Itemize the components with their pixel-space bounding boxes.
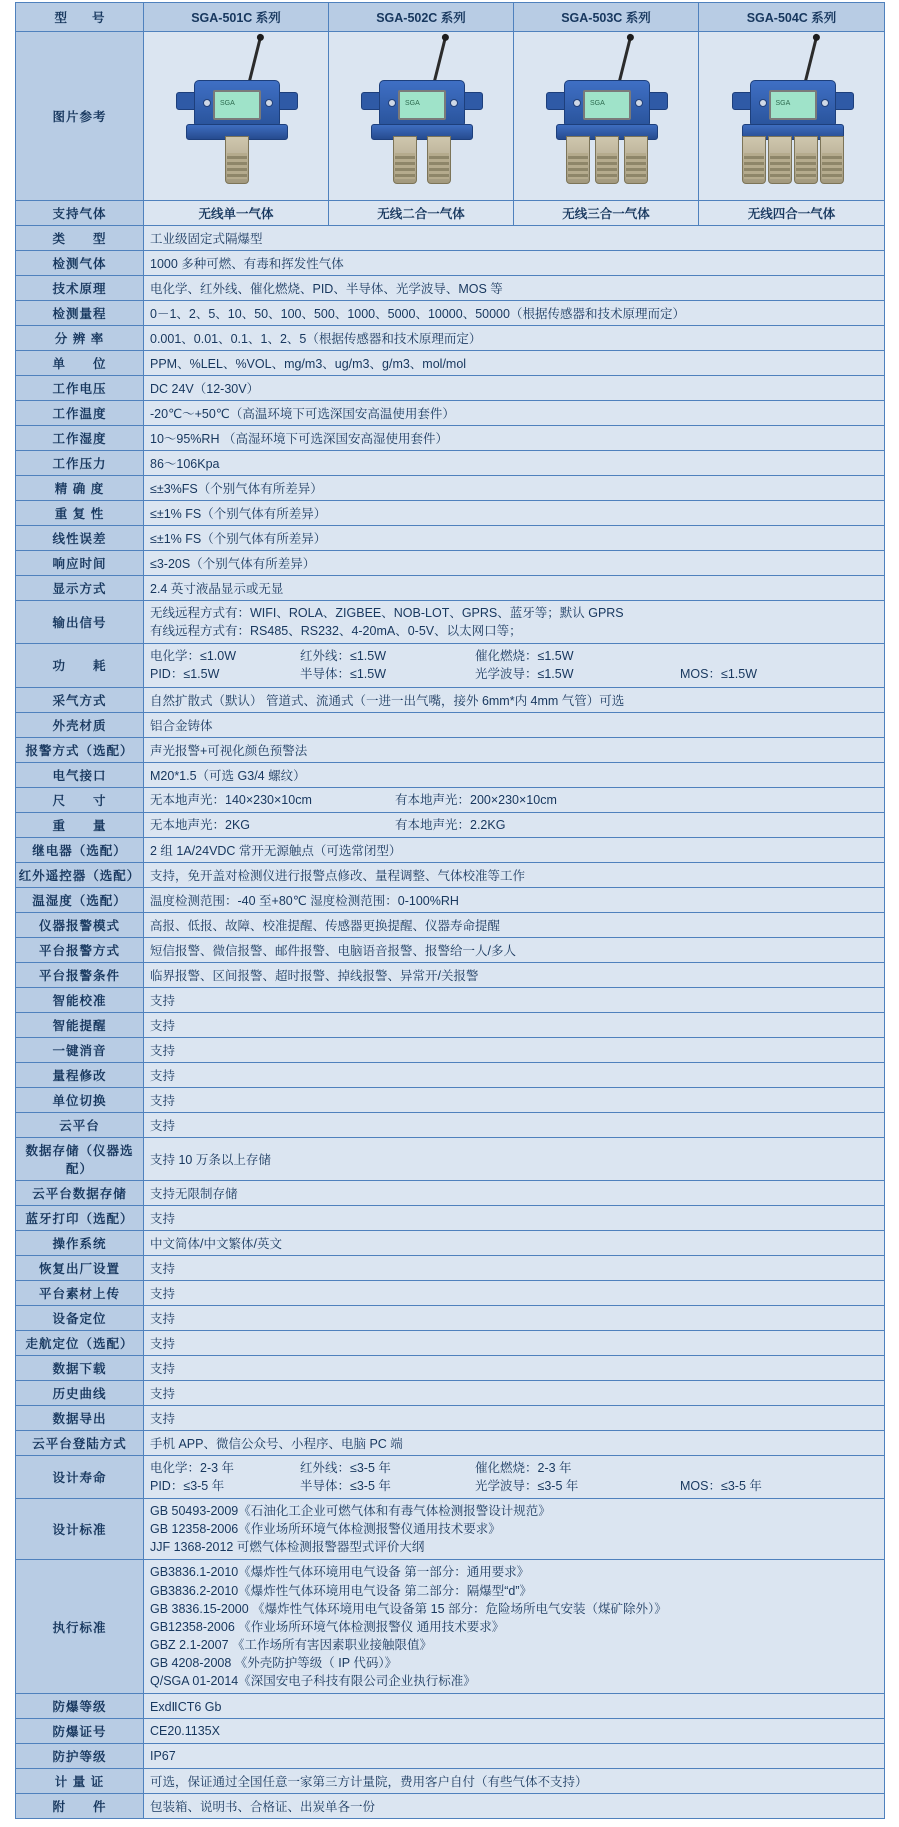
product-image-4 <box>699 32 885 201</box>
spec-line: 无线远程方式有：WIFI、ROLA、ZIGBEE、NOB-LOT、GPRS、蓝牙等；默认 GPRS <box>150 606 624 620</box>
device-body <box>379 80 465 128</box>
supported-gas-3: 无线三合一气体 <box>514 201 699 226</box>
spec-row-label: 智能校准 <box>16 987 144 1012</box>
supported-gas-2: 无线二合一气体 <box>329 201 514 226</box>
sensor-probe-1 <box>742 136 766 184</box>
spec-row-value: 支持 <box>144 1062 885 1087</box>
spec-row-value: ≤±3%FS（个别气体有所差异） <box>144 476 885 501</box>
sensor-probe-2 <box>595 136 619 184</box>
spec-row-label: 走航定位（选配） <box>16 1330 144 1355</box>
spec-line <box>150 647 878 665</box>
spec-line: GB 4208-2008 《外壳防护等级（ IP 代码）》 <box>150 1656 398 1670</box>
spec-row-value: 2 组 1A/24VDC 常开无源触点（可选常闭型） <box>144 837 885 862</box>
spec-row-label: 输出信号 <box>16 601 144 644</box>
spec-row <box>16 1330 885 1355</box>
spec-line <box>150 1459 878 1477</box>
spec-row-value: 工业级固定式隔爆型 <box>144 226 885 251</box>
device-screen: SGA <box>583 90 631 120</box>
supported-gas-row <box>16 201 885 226</box>
spec-row-label: 设计寿命 <box>16 1455 144 1498</box>
device-knob-right <box>265 99 273 107</box>
sensor-probe-1 <box>225 136 249 184</box>
spec-row-value: 支持 <box>144 1112 885 1137</box>
device-body <box>564 80 650 128</box>
spec-row-label: 响应时间 <box>16 551 144 576</box>
spec-row <box>16 1719 885 1744</box>
spec-row-label: 仪器报警模式 <box>16 912 144 937</box>
spec-row <box>16 1137 885 1180</box>
spec-row-value: 0－1、2、5、10、50、100、500、1000、5000、10000、50000（根据传感器和技术原理而定） <box>144 301 885 326</box>
spec-row <box>16 1405 885 1430</box>
spec-row-label: 功 耗 <box>16 644 144 687</box>
spec-row-label: 重 复 性 <box>16 501 144 526</box>
product-image-2 <box>329 32 514 201</box>
spec-row <box>16 251 885 276</box>
spec-cell: 有本地声光：2.2KG <box>395 817 506 832</box>
spec-row <box>16 987 885 1012</box>
spec-row-value: 高报、低报、故障、校准提醒、传感器更换提醒、仪器寿命提醒 <box>144 912 885 937</box>
spec-row-value: CE20.1135X <box>144 1719 885 1744</box>
spec-line: Q/SGA 01-2014《深国安电子科技有限公司企业执行标准》 <box>150 1674 476 1689</box>
spec-row-value: 支持 10 万条以上存储 <box>144 1137 885 1180</box>
spec-row-value: 临界报警、区间报警、超时报警、掉线报警、异常开/关报警 <box>144 962 885 987</box>
spec-row <box>16 1230 885 1255</box>
spec-row-label: 精 确 度 <box>16 476 144 501</box>
spec-row-value <box>144 787 885 812</box>
spec-row-label: 报警方式（选配） <box>16 737 144 762</box>
supported-gas-4: 无线四合一气体 <box>699 201 885 226</box>
spec-row <box>16 737 885 762</box>
spec-row-value: 手机 APP、微信公众号、小程序、电脑 PC 端 <box>144 1430 885 1455</box>
spec-row-label: 类 型 <box>16 226 144 251</box>
spec-row-value: ExdⅡCT6 Gb <box>144 1694 885 1719</box>
spec-line: GB12358-2006 《作业场所环境气体检测报警仪 通用技术要求》 <box>150 1619 505 1634</box>
supported-gas-1: 无线单一气体 <box>144 201 329 226</box>
supported-gas-label: 支持气体 <box>16 201 144 226</box>
spec-row-value: ≤±1% FS（个别气体有所差异） <box>144 526 885 551</box>
spec-row-value: IP67 <box>144 1744 885 1769</box>
spec-cell: 半导体：≤1.5W <box>300 667 387 682</box>
spec-cell: 催化燃烧：≤1.5W <box>475 649 574 664</box>
spec-row <box>16 837 885 862</box>
spec-line <box>150 1477 878 1495</box>
spec-cell: 光学波导：≤1.5W <box>475 667 574 682</box>
product-image-3 <box>514 32 699 201</box>
spec-cell: 无本地声光：140×230×10cm <box>150 792 312 807</box>
spec-row-label: 采气方式 <box>16 687 144 712</box>
spec-row-value <box>144 812 885 837</box>
spec-row-label: 一键消音 <box>16 1037 144 1062</box>
device-body <box>750 80 836 128</box>
header-model-2: SGA-502C 系列 <box>329 3 514 32</box>
device-knob-right <box>450 99 458 107</box>
spec-cell: MOS：≤1.5W <box>680 667 758 682</box>
spec-row-label: 单 位 <box>16 351 144 376</box>
spec-row-value: ≤±1% FS（个别气体有所差异） <box>144 501 885 526</box>
spec-row <box>16 1794 885 1819</box>
spec-row <box>16 476 885 501</box>
spec-row <box>16 1769 885 1794</box>
spec-row <box>16 426 885 451</box>
spec-row-value: 支持 <box>144 987 885 1012</box>
spec-row-label: 显示方式 <box>16 576 144 601</box>
spec-row-value: 支持 <box>144 1255 885 1280</box>
spec-row-value: 支持 <box>144 1330 885 1355</box>
spec-row-label: 继电器（选配） <box>16 837 144 862</box>
spec-row <box>16 1355 885 1380</box>
spec-row-value: 0.001、0.01、0.1、1、2、5（根据传感器和技术原理而定） <box>144 326 885 351</box>
spec-row <box>16 1062 885 1087</box>
spec-row-label: 数据导出 <box>16 1405 144 1430</box>
spec-row-label: 单位切换 <box>16 1087 144 1112</box>
spec-row-value: 短信报警、微信报警、邮件报警、电脑语音报警、报警给一人/多人 <box>144 937 885 962</box>
spec-row-value: 1000 多种可燃、有毒和挥发性气体 <box>144 251 885 276</box>
spec-row-value: 包装箱、说明书、合格证、出炭单各一份 <box>144 1794 885 1819</box>
header-model-3: SGA-503C 系列 <box>514 3 699 32</box>
spec-row <box>16 962 885 987</box>
device-body <box>194 80 280 128</box>
spec-row <box>16 301 885 326</box>
spec-row-value <box>144 1499 885 1560</box>
spec-row-value: 支持 <box>144 1087 885 1112</box>
spec-row-value: 10～95%RH （高湿环境下可选深国安高湿使用套件） <box>144 426 885 451</box>
spec-row-label: 防护等级 <box>16 1744 144 1769</box>
spec-row-label: 外壳材质 <box>16 712 144 737</box>
spec-row-label: 平台素材上传 <box>16 1280 144 1305</box>
spec-row <box>16 1180 885 1205</box>
spec-cell: 有本地声光：200×230×10cm <box>395 792 557 807</box>
spec-row-value: 电化学、红外线、催化燃烧、PID、半导体、光学波导、MOS 等 <box>144 276 885 301</box>
gas-detector-illustration <box>341 36 501 196</box>
spec-row-label: 尺 寸 <box>16 787 144 812</box>
spec-row <box>16 551 885 576</box>
spec-row-value: 温度检测范围：-40 至+80℃ 湿度检测范围：0-100%RH <box>144 887 885 912</box>
device-knob-right <box>821 99 829 107</box>
spec-row-label: 恢复出厂设置 <box>16 1255 144 1280</box>
spec-row-label: 工作温度 <box>16 401 144 426</box>
device-knob-left <box>573 99 581 107</box>
spec-row <box>16 787 885 812</box>
header-model-4: SGA-504C 系列 <box>699 3 885 32</box>
spec-row <box>16 326 885 351</box>
spec-row <box>16 1380 885 1405</box>
spec-row-value: 中文简体/中文繁体/英文 <box>144 1230 885 1255</box>
spec-row-label: 量程修改 <box>16 1062 144 1087</box>
spec-row-value: PPM、%LEL、%VOL、mg/m3、ug/m3、g/m3、mol/mol <box>144 351 885 376</box>
spec-cell: 红外线：≤1.5W <box>300 649 387 664</box>
spec-row <box>16 687 885 712</box>
spec-row <box>16 451 885 476</box>
spec-cell: MOS：≤3-5 年 <box>680 1478 762 1493</box>
gas-detector-illustration <box>712 36 872 196</box>
spec-row-label: 智能提醒 <box>16 1012 144 1037</box>
spec-row-label: 检测量程 <box>16 301 144 326</box>
spec-row <box>16 1560 885 1694</box>
spec-row-value: 支持，免开盖对检测仪进行报警点修改、量程调整、气体校准等工作 <box>144 862 885 887</box>
spec-cell: 无本地声光：2KG <box>150 817 251 832</box>
spec-row <box>16 1037 885 1062</box>
device-knob-left <box>388 99 396 107</box>
spec-line: 有线远程方式有：RS485、RS232、4-20mA、0-5V、以太网口等； <box>150 624 522 639</box>
spec-line <box>150 665 878 683</box>
gas-detector-illustration <box>156 36 316 196</box>
spec-row-label: 操作系统 <box>16 1230 144 1255</box>
spec-row-value: 可选，保证通过全国任意一家第三方计量院，费用客户自付（有些气体不支持） <box>144 1769 885 1794</box>
spec-line: GB3836.2-2010《爆炸性气体环境用电气设备 第二部分：隔爆型“d”》 <box>150 1583 533 1598</box>
spec-row-label: 温湿度（选配） <box>16 887 144 912</box>
spec-row-label: 设计标准 <box>16 1499 144 1560</box>
spec-row-value: ≤3-20S（个别气体有所差异） <box>144 551 885 576</box>
spec-row <box>16 576 885 601</box>
spec-row <box>16 276 885 301</box>
spec-row <box>16 1205 885 1230</box>
table-header-row <box>16 3 885 32</box>
spec-row-value: 2.4 英寸液晶显示或无显 <box>144 576 885 601</box>
spec-rows-body <box>16 226 885 1819</box>
gas-detector-illustration <box>526 36 686 196</box>
device-knob-left <box>203 99 211 107</box>
spec-row-label: 蓝牙打印（选配） <box>16 1205 144 1230</box>
spec-row-value: 支持 <box>144 1405 885 1430</box>
device-base-plate <box>371 124 473 140</box>
spec-row-value <box>144 644 885 687</box>
spec-line <box>150 791 878 809</box>
spec-line: GBZ 2.1-2007 《工作场所有害因素职业接触限值》 <box>150 1637 432 1652</box>
spec-line: GB 3836.15-2000 《爆炸性气体环境用电气设备第 15 部分：危险场所电气安装（煤矿除外）》 <box>150 1601 667 1616</box>
spec-row-label: 工作湿度 <box>16 426 144 451</box>
spec-row-value <box>144 601 885 644</box>
spec-cell: 红外线：≤3-5 年 <box>300 1460 391 1475</box>
spec-row <box>16 1087 885 1112</box>
spec-row <box>16 376 885 401</box>
spec-row <box>16 812 885 837</box>
spec-row <box>16 226 885 251</box>
spec-row-value: M20*1.5（可选 G3/4 螺纹） <box>144 762 885 787</box>
spec-row-value: -20℃～+50℃（高温环境下可选深国安高温使用套件） <box>144 401 885 426</box>
spec-line: GB 50493-2009《石油化工企业可燃气体和有毒气体检测报警设计规范》 <box>150 1504 551 1518</box>
spec-row-label: 检测气体 <box>16 251 144 276</box>
spec-row-value: 支持 <box>144 1012 885 1037</box>
sensor-probe-3 <box>624 136 648 184</box>
spec-row-label: 重 量 <box>16 812 144 837</box>
device-screen: SGA <box>213 90 261 120</box>
spec-row-value: 支持 <box>144 1380 885 1405</box>
product-image-1 <box>144 32 329 201</box>
spec-line: GB 12358-2006《作业场所环境气体检测报警仪通用技术要求》 <box>150 1522 501 1537</box>
spec-row <box>16 1012 885 1037</box>
spec-row <box>16 401 885 426</box>
spec-row <box>16 887 885 912</box>
device-screen: SGA <box>398 90 446 120</box>
spec-line <box>150 816 878 834</box>
spec-row <box>16 1499 885 1560</box>
spec-line: GB3836.1-2010《爆炸性气体环境用电气设备 第一部分：通用要求》 <box>150 1565 530 1580</box>
spec-row-label: 线性误差 <box>16 526 144 551</box>
device-screen: SGA <box>769 90 817 120</box>
header-model-label: 型 号 <box>16 3 144 32</box>
spec-row-label: 红外遥控器（选配） <box>16 862 144 887</box>
image-row-label: 图片参考 <box>16 32 144 201</box>
spec-row-value: DC 24V（12-30V） <box>144 376 885 401</box>
spec-row-value: 支持 <box>144 1037 885 1062</box>
sensor-probe-3 <box>794 136 818 184</box>
spec-line: JJF 1368-2012 可燃气体检测报警器型式评价大纲 <box>150 1540 425 1555</box>
spec-row <box>16 1305 885 1330</box>
sensor-probe-2 <box>768 136 792 184</box>
spec-row-label: 云平台数据存储 <box>16 1180 144 1205</box>
spec-row <box>16 912 885 937</box>
spec-row-label: 工作压力 <box>16 451 144 476</box>
spec-cell: PID：≤1.5W <box>150 667 220 682</box>
spec-cell: 催化燃烧：2-3 年 <box>475 1460 572 1475</box>
spec-row-label: 数据下载 <box>16 1355 144 1380</box>
spec-row-label: 工作电压 <box>16 376 144 401</box>
spec-row <box>16 1112 885 1137</box>
spec-row-label: 防爆等级 <box>16 1694 144 1719</box>
spec-row-label: 设备定位 <box>16 1305 144 1330</box>
spec-row-value <box>144 1560 885 1694</box>
sensor-probe-2 <box>427 136 451 184</box>
spec-row <box>16 1744 885 1769</box>
spec-cell <box>680 647 830 665</box>
spec-row <box>16 644 885 687</box>
spec-row-value: 支持无限制存储 <box>144 1180 885 1205</box>
spec-row-label: 分 辨 率 <box>16 326 144 351</box>
spec-row-label: 云平台登陆方式 <box>16 1430 144 1455</box>
header-model-1: SGA-501C 系列 <box>144 3 329 32</box>
spec-row-label: 执行标准 <box>16 1560 144 1694</box>
spec-row-value: 铝合金铸体 <box>144 712 885 737</box>
spec-row-label: 平台报警条件 <box>16 962 144 987</box>
spec-row-value: 支持 <box>144 1205 885 1230</box>
spec-row <box>16 712 885 737</box>
spec-row-value: 86～106Kpa <box>144 451 885 476</box>
spec-row <box>16 1455 885 1498</box>
spec-table <box>15 2 885 1819</box>
spec-row <box>16 526 885 551</box>
spec-row <box>16 501 885 526</box>
spec-row-value: 自然扩散式（默认） 管道式、流通式（一进一出气嘴，接外 6mm*内 4mm 气管）可选 <box>144 687 885 712</box>
sensor-probe-1 <box>393 136 417 184</box>
sensor-probe-4 <box>820 136 844 184</box>
spec-row-value: 支持 <box>144 1355 885 1380</box>
spec-row <box>16 1280 885 1305</box>
spec-row-label: 计 量 证 <box>16 1769 144 1794</box>
spec-cell <box>680 1459 830 1477</box>
spec-row <box>16 862 885 887</box>
spec-row <box>16 1694 885 1719</box>
spec-row <box>16 351 885 376</box>
spec-row <box>16 601 885 644</box>
spec-row-value: 支持 <box>144 1280 885 1305</box>
spec-cell: PID：≤3-5 年 <box>150 1478 225 1493</box>
device-knob-left <box>759 99 767 107</box>
spec-row <box>16 1255 885 1280</box>
spec-row <box>16 1430 885 1455</box>
spec-row-label: 附 件 <box>16 1794 144 1819</box>
spec-row <box>16 937 885 962</box>
spec-cell: 电化学：≤1.0W <box>150 649 237 664</box>
spec-cell: 光学波导：≤3-5 年 <box>475 1478 579 1493</box>
sensor-probe-1 <box>566 136 590 184</box>
image-row <box>16 32 885 201</box>
spec-row-label: 历史曲线 <box>16 1380 144 1405</box>
spec-row-label: 防爆证号 <box>16 1719 144 1744</box>
spec-row-value <box>144 1455 885 1498</box>
spec-row-value: 声光报警+可视化颜色预警法 <box>144 737 885 762</box>
spec-row-label: 云平台 <box>16 1112 144 1137</box>
spec-row-label: 电气接口 <box>16 762 144 787</box>
spec-row-label: 技术原理 <box>16 276 144 301</box>
spec-cell: 电化学：2-3 年 <box>150 1460 235 1475</box>
spec-row <box>16 762 885 787</box>
spec-row-label: 数据存储（仪器选配） <box>16 1137 144 1180</box>
spec-row-value: 支持 <box>144 1305 885 1330</box>
spec-row-label: 平台报警方式 <box>16 937 144 962</box>
spec-cell: 半导体：≤3-5 年 <box>300 1478 391 1493</box>
device-knob-right <box>635 99 643 107</box>
